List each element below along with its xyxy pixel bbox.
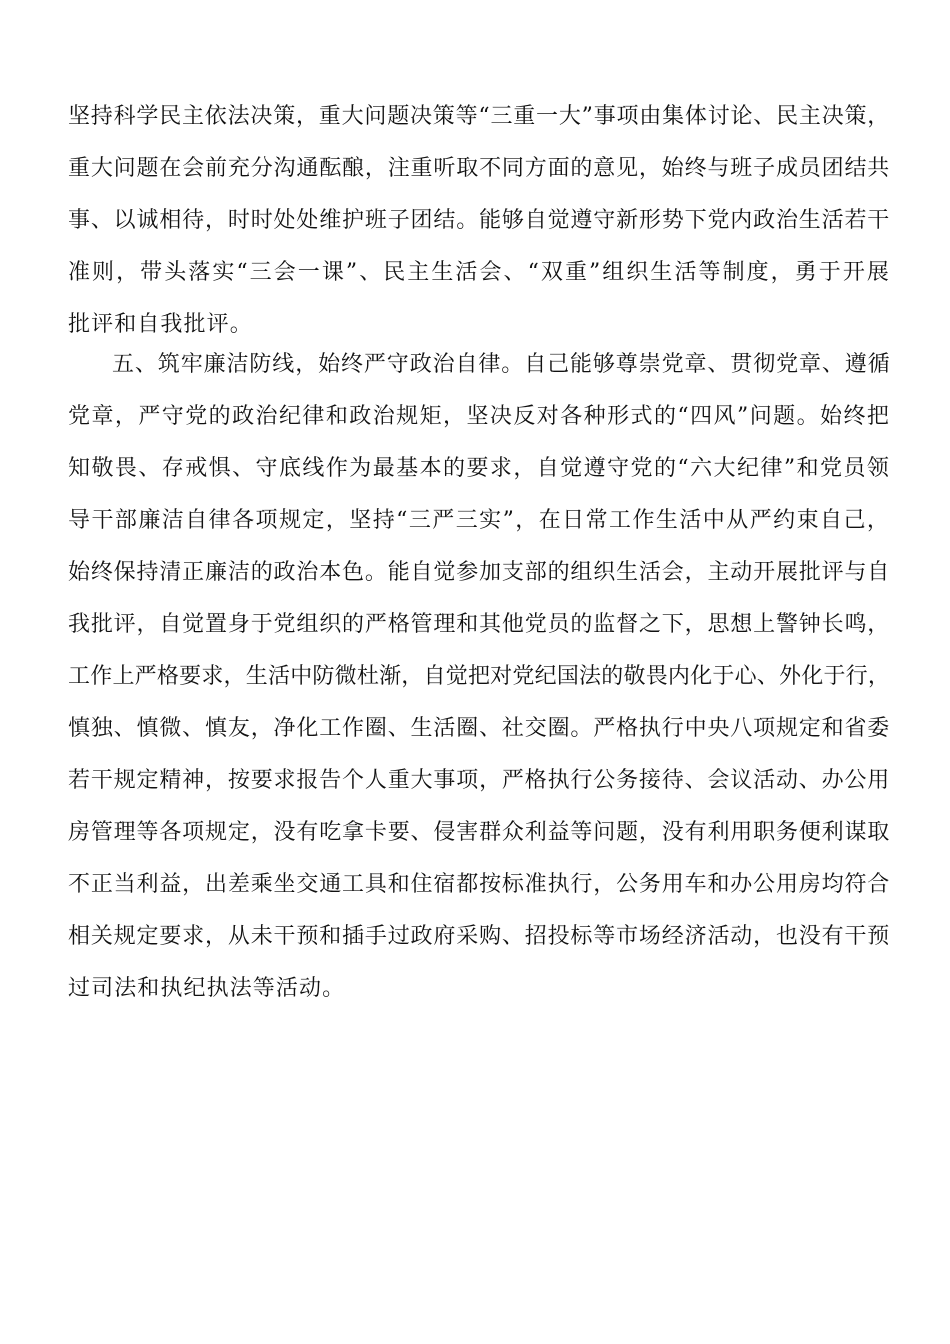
paragraph-line: 批评和自我批评。 [68, 312, 253, 337]
paragraph-line: 准则，带头落实“三会一课”、民主生活会、“双重”组织生活等制度，勇于开展 [68, 260, 890, 285]
paragraph-line: 工作上严格要求，生活中防微杜渐，自觉把对党纪国法的敬畏内化于心、外化于行， [68, 664, 890, 689]
paragraph-first-line: 五、筑牢廉洁防线，始终严守政治自律。自己能够尊崇党章、贯彻党章、遵循 [112, 352, 891, 377]
paragraph-line: 房管理等各项规定，没有吃拿卡要、侵害群众利益等问题，没有利用职务便利谋取 [68, 820, 890, 845]
paragraph-line: 知敬畏、存戒惧、守底线作为最基本的要求，自觉遵守党的“六大纪律”和党员领 [68, 456, 890, 481]
paragraph-line: 导干部廉洁自律各项规定，坚持“三严三实”，在日常工作生活中从严约束自己， [68, 508, 890, 533]
paragraph-decision-making [68, 91, 890, 351]
paragraph-line: 慎独、慎微、慎友，净化工作圈、生活圈、社交圈。严格执行中央八项规定和省委 [68, 716, 890, 741]
paragraph-line: 若干规定精神，按要求报告个人重大事项，严格执行公务接待、会议活动、办公用 [68, 768, 890, 793]
paragraph-line: 不正当利益，出差乘坐交通工具和住宿都按标准执行，公务用车和办公用房均符合 [68, 872, 890, 897]
paragraph-line: 始终保持清正廉洁的政治本色。能自觉参加支部的组织生活会，主动开展批评与自 [68, 560, 890, 585]
paragraph-line: 事、以诚相待，时时处处维护班子团结。能够自觉遵守新形势下党内政治生活若干 [68, 208, 890, 233]
paragraph-integrity-section-five [68, 339, 890, 1015]
paragraph-line: 重大问题在会前充分沟通酝酿，注重听取不同方面的意见，始终与班子成员团结共 [68, 156, 890, 181]
paragraph-line: 坚持科学民主依法决策，重大问题决策等“三重一大”事项由集体讨论、民主决策， [68, 104, 890, 129]
paragraph-line: 党章，严守党的政治纪律和政治规矩，坚决反对各种形式的“四风”问题。始终把 [68, 404, 890, 429]
paragraph-line: 我批评，自觉置身于党组织的严格管理和其他党员的监督之下，思想上警钟长鸣， [68, 612, 890, 637]
paragraph-line: 过司法和执纪执法等活动。 [68, 976, 346, 1001]
paragraph-line: 相关规定要求，从未干预和插手过政府采购、招投标等市场经济活动，也没有干预 [68, 924, 890, 949]
